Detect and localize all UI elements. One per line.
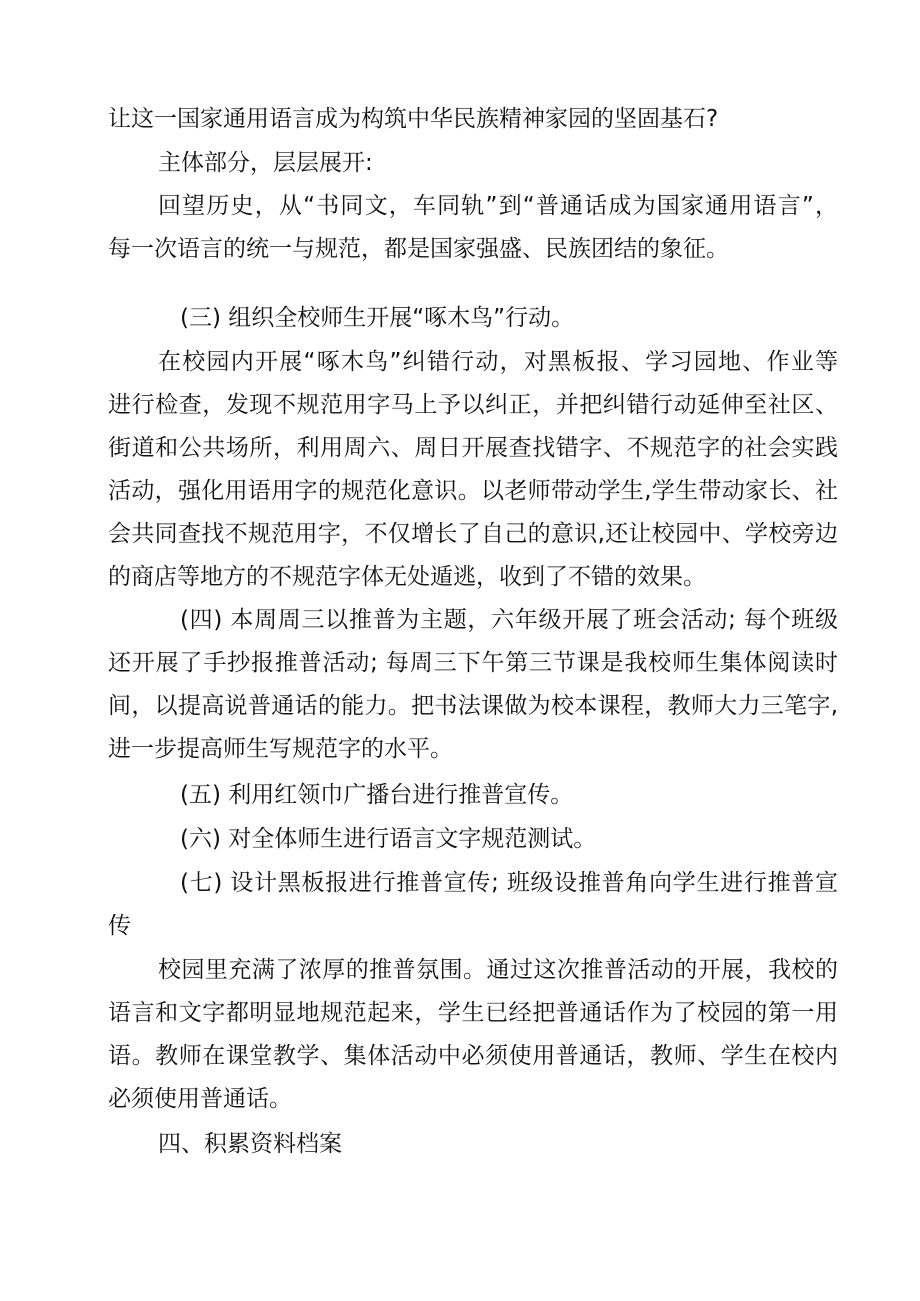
text-line: 进一步提高师生写规范字的水平。 [108,736,453,762]
text-line: (五) 利用红领巾广播台进行推普宣传。 [180,782,574,808]
text-line: 让这一国家通用语言成为构筑中华民族精神家园的坚固基石? [108,106,719,132]
text-line: 传 [108,913,131,939]
text-line: (七) 设计黑板报进行推普宣传; 班级设推普角向学生进行推普宣 [180,870,838,896]
text-line: 的商店等地方的不规范字体无处遁逃，收到了不错的效果。 [108,564,706,590]
section-heading: 主体部分，层层展开: [158,150,373,176]
text-line: 街道和公共场所，利用周六、周日开展查找错字、不规范字的社会实践 [108,435,838,461]
text-line: 语。教师在课堂教学、集体活动中必须使用普通话，教师、学生在校内 [108,1043,838,1069]
text-line: 回望历史，从“书同文，车同轨”到“普通话成为国家通用语言”， [158,193,838,219]
text-line: (四) 本周周三以推普为主题，六年级开展了班会活动; 每个班级 [180,607,838,633]
text-line: 还开展了手抄报推普活动; 每周三下午第三节课是我校师生集体阅读时 [108,650,838,676]
section-heading: (三) 组织全校师生开展“啄木鸟”行动。 [180,305,575,331]
text-line: 活动，强化用语用字的规范化意识。以老师带动学生,学生带动家长、社 [108,478,838,504]
section-heading: 四、积累资料档案 [158,1131,342,1157]
text-line: 每一次语言的统一与规范，都是国家强盛、民族团结的象征。 [108,236,729,262]
text-line: 语言和文字都明显地规范起来，学生已经把普通话作为了校园的第一用 [108,1000,838,1026]
text-line: 间，以提高说普通话的能力。把书法课做为校本课程，教师大力三笔字, [108,693,838,719]
text-line: 会共同查找不规范用字，不仅增长了自己的意识,还让校园中、学校旁边 [108,521,838,547]
text-line: (六) 对全体师生进行语言文字规范测试。 [180,826,597,852]
text-line: 进行检查，发现不规范用字马上予以纠正，并把纠错行动延伸至社区、 [108,392,838,418]
text-line: 必须使用普通话。 [108,1086,292,1112]
text-line: 校园里充满了浓厚的推普氛围。通过这次推普活动的开展，我校的 [158,957,838,983]
text-line: 在校园内开展“啄木鸟”纠错行动，对黑板报、学习园地、作业等 [158,349,838,375]
